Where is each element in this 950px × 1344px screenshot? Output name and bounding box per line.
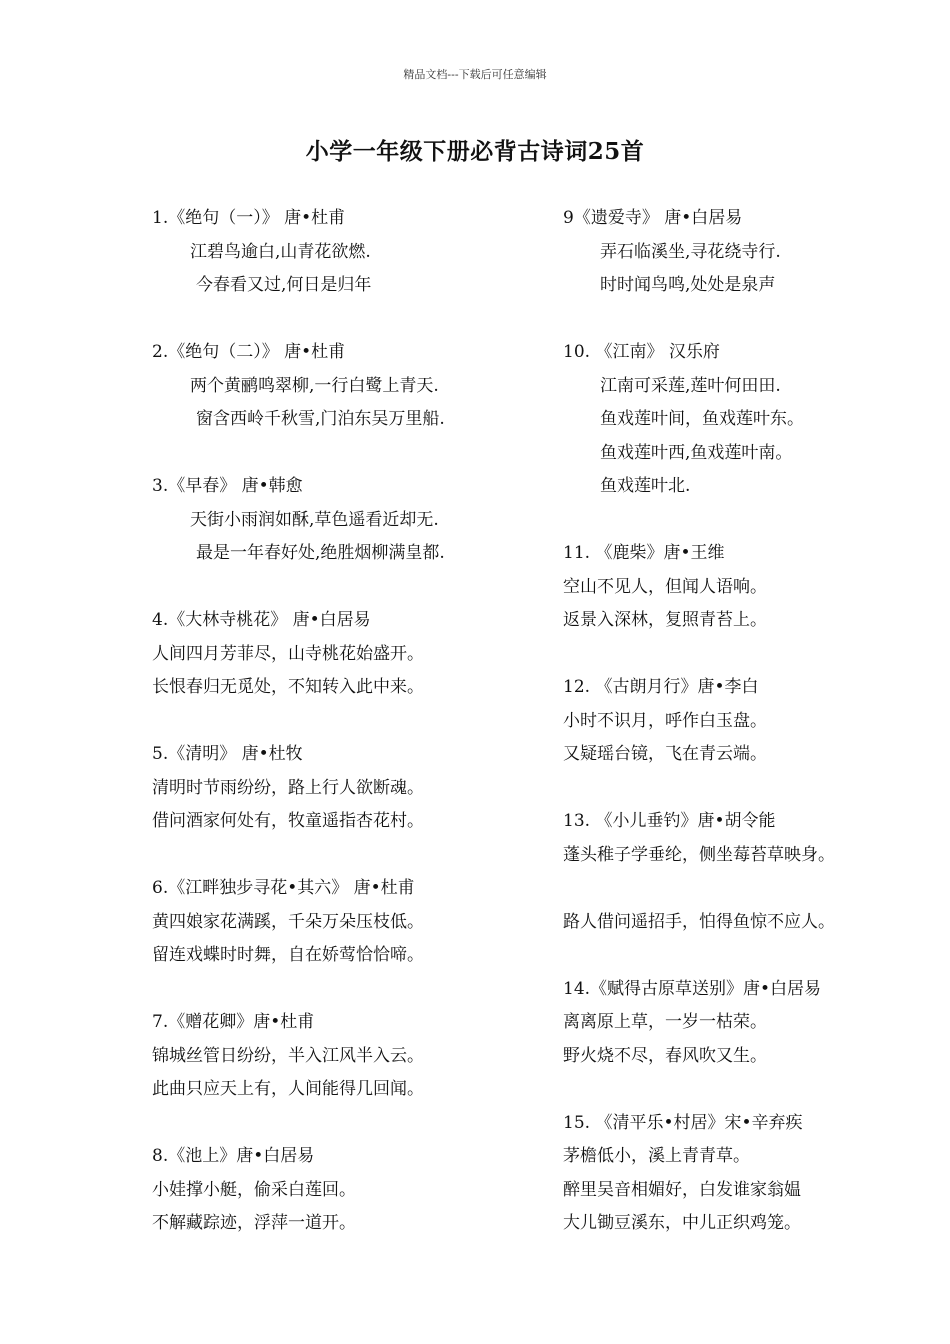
poem-block bbox=[563, 973, 943, 1074]
poem-line: 锦城丝管日纷纷，半入江风半入云。 bbox=[152, 1045, 424, 1066]
poem-line: 江南可采莲,莲叶何田田. bbox=[600, 375, 781, 396]
poem-line: 最是一年春好处,绝胜烟柳满皇都. bbox=[196, 543, 445, 563]
poem-line: 小娃撑小艇，偷采白莲回。 bbox=[152, 1179, 356, 1200]
poem-line: 小时不识月，呼作白玉盘。 bbox=[563, 710, 767, 731]
poem-block bbox=[152, 1006, 532, 1107]
poem-heading: 10. 《江南》 汉乐府 bbox=[563, 342, 720, 362]
left-column bbox=[152, 202, 532, 1241]
poem-separator bbox=[152, 839, 532, 873]
poem-block bbox=[563, 671, 943, 772]
poem-separator bbox=[563, 939, 943, 973]
poem-block bbox=[152, 336, 532, 437]
poem-heading: 15. 《清平乐•村居》宋•辛弃疾 bbox=[563, 1112, 803, 1133]
poem-heading: 11. 《鹿柴》唐•王维 bbox=[563, 543, 725, 563]
poem-line: 醉里吴音相媚好，白发谁家翁媪 bbox=[563, 1179, 801, 1200]
poem-block bbox=[152, 1140, 532, 1241]
poem-line: 离离原上草，一岁一枯荣。 bbox=[563, 1012, 767, 1032]
poem-separator bbox=[563, 638, 943, 672]
poem-line: 不解藏踪迹，浮萍一道开。 bbox=[152, 1213, 356, 1233]
poem-line: 返景入深林，复照青苔上。 bbox=[563, 610, 767, 630]
blank-line bbox=[563, 872, 943, 906]
poem-line: 鱼戏莲叶西,鱼戏莲叶南。 bbox=[600, 442, 793, 463]
poem-line: 此曲只应天上有，人间能得几回闻。 bbox=[152, 1079, 424, 1099]
poem-heading: 3.《早春》 唐•韩愈 bbox=[152, 476, 303, 496]
poem-line: 茅檐低小，溪上青青草。 bbox=[563, 1146, 750, 1166]
poem-line: 弄石临溪坐,寻花绕寺行. bbox=[600, 241, 781, 262]
poem-line: 人间四月芳菲尽，山寺桃花始盛开。 bbox=[152, 643, 424, 664]
poem-line: 鱼戏莲叶间，鱼戏莲叶东。 bbox=[600, 409, 804, 429]
right-column bbox=[563, 202, 943, 1241]
poem-separator bbox=[152, 571, 532, 605]
poem-heading: 7.《赠花卿》唐•杜甫 bbox=[152, 1012, 315, 1032]
poem-line: 长恨春归无觅处，不知转入此中来。 bbox=[152, 677, 424, 697]
poem-block bbox=[563, 336, 943, 504]
poem-block bbox=[563, 805, 943, 939]
poem-line: 又疑瑶台镜，飞在青云端。 bbox=[563, 744, 767, 764]
poem-heading: 5.《清明》 唐•杜牧 bbox=[152, 744, 303, 764]
poem-heading: 2.《绝句（二）》 唐•杜甫 bbox=[152, 342, 346, 362]
poem-line: 路人借问遥招手，怕得鱼惊不应人。 bbox=[563, 911, 835, 932]
poem-line: 鱼戏莲叶北. bbox=[600, 476, 691, 496]
poem-block bbox=[152, 604, 532, 705]
poem-block bbox=[563, 537, 943, 638]
poem-line: 借问酒家何处有，牧童遥指杏花村。 bbox=[152, 811, 424, 831]
poem-separator bbox=[563, 772, 943, 806]
poem-line: 蓬头稚子学垂纶，侧坐莓苔草映身。 bbox=[563, 844, 835, 865]
poem-block bbox=[563, 1107, 943, 1241]
poem-heading: 12. 《古朗月行》唐•李白 bbox=[563, 677, 759, 697]
poem-block bbox=[563, 202, 943, 303]
poem-line: 清明时节雨纷纷，路上行人欲断魂。 bbox=[152, 777, 424, 798]
poem-heading: 9《遗爱寺》 唐•白居易 bbox=[563, 208, 743, 228]
poem-block bbox=[152, 872, 532, 973]
poem-separator bbox=[152, 303, 532, 337]
poem-line: 时时闻鸟鸣,处处是泉声 bbox=[600, 275, 776, 295]
poem-heading: 13. 《小儿垂钓》唐•胡令能 bbox=[563, 811, 776, 831]
poem-line: 窗含西岭千秋雪,门泊东吴万里船. bbox=[196, 409, 445, 429]
poem-line: 两个黄鹂鸣翠柳,一行白鹭上青天. bbox=[190, 375, 439, 396]
poem-line: 大儿锄豆溪东，中儿正织鸡笼。 bbox=[563, 1213, 801, 1233]
poem-separator bbox=[152, 973, 532, 1007]
document-title: 小学一年级下册必背古诗词25首 bbox=[305, 138, 645, 165]
page-header: 精品文档---下载后可任意编辑 bbox=[403, 68, 547, 81]
poem-line: 黄四娘家花满蹊，千朵万朵压枝低。 bbox=[152, 911, 424, 932]
poem-block bbox=[152, 470, 532, 571]
poem-heading: 14.《赋得古原草送别》唐•白居易 bbox=[563, 978, 822, 999]
poem-heading: 8.《池上》唐•白居易 bbox=[152, 1146, 315, 1166]
poem-line: 留连戏蝶时时舞，自在娇莺恰恰啼。 bbox=[152, 945, 424, 965]
poem-heading: 1.《绝句（一）》 唐•杜甫 bbox=[152, 208, 346, 228]
poem-separator bbox=[152, 437, 532, 471]
poem-line: 今春看又过,何日是归年 bbox=[196, 275, 372, 295]
poem-line: 野火烧不尽，春风吹又生。 bbox=[563, 1045, 767, 1066]
poem-separator bbox=[563, 303, 943, 337]
poem-separator bbox=[563, 504, 943, 538]
poem-separator bbox=[563, 1073, 943, 1107]
poem-line: 空山不见人，但闻人语响。 bbox=[563, 576, 767, 597]
poem-line: 天街小雨润如酥,草色遥看近却无. bbox=[190, 509, 439, 530]
poem-heading: 6.《江畔独步寻花•其六》 唐•杜甫 bbox=[152, 878, 415, 898]
poem-heading: 4.《大林寺桃花》 唐•白居易 bbox=[152, 610, 371, 630]
poem-separator bbox=[152, 705, 532, 739]
poem-line: 江碧鸟逾白,山青花欲燃. bbox=[190, 241, 371, 262]
poem-block bbox=[152, 738, 532, 839]
poem-separator bbox=[152, 1107, 532, 1141]
poem-block bbox=[152, 202, 532, 303]
